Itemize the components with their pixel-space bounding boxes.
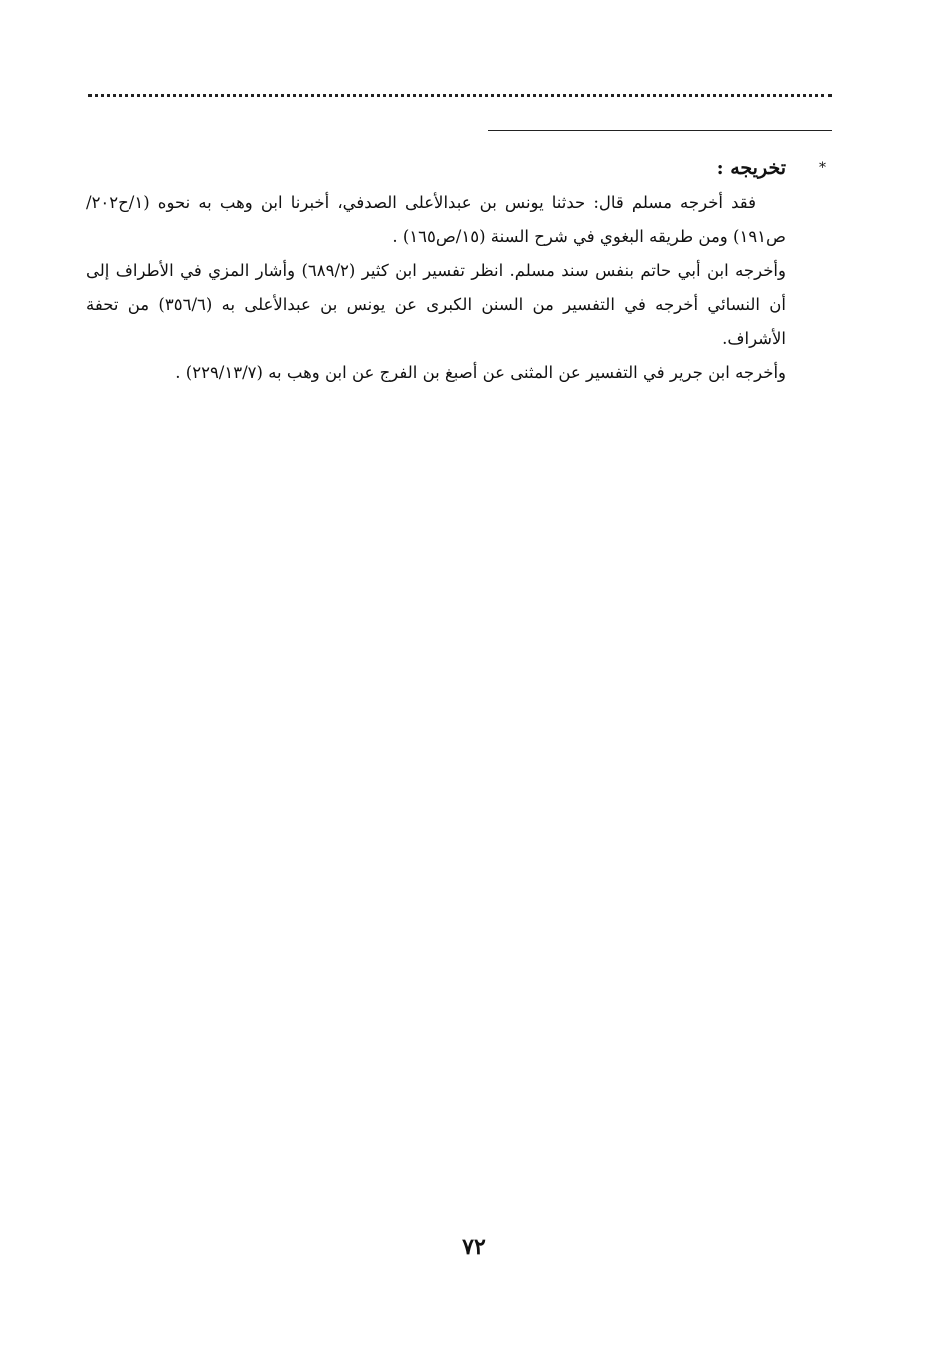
page-body: [86, 150, 826, 390]
footnote-rule: [488, 130, 832, 131]
section-heading-row: [86, 150, 826, 186]
page-number: ٧٢: [462, 1234, 486, 1260]
paragraph-ibn-jarir: وأخرجه ابن جرير في التفسير عن المثنى عن أصبغ بن الفرج عن ابن وهب به (٢٢٩/١٣/٧) .: [175, 363, 786, 382]
dotted-separator: [88, 94, 832, 97]
section-heading: تخريجه :: [716, 157, 786, 179]
paragraph-muslim: فقد أخرجه مسلم قال: حدثنا يونس بن عبدالأعلى الصدفي، أخبرنا ابن وهب به نحوه (١/ح٢٠٢/ص١٩١) ومن طريقه البغوي في شرح السنة (١٥/ص١٦٥) .: [86, 193, 786, 246]
asterisk-marker: *: [819, 160, 826, 176]
paragraph-ibn-abi-hatim: وأخرجه ابن أبي حاتم بنفس سند مسلم. انظر تفسير ابن كثير (٦٨٩/٢) وأشار المزي في الأطراف إلى أن النسائي أخرجه في التفسير من السنن الكبرى عن يونس بن عبدالأعلى به (٣٥٦/٦) من تحفة الأشراف.: [86, 261, 787, 348]
